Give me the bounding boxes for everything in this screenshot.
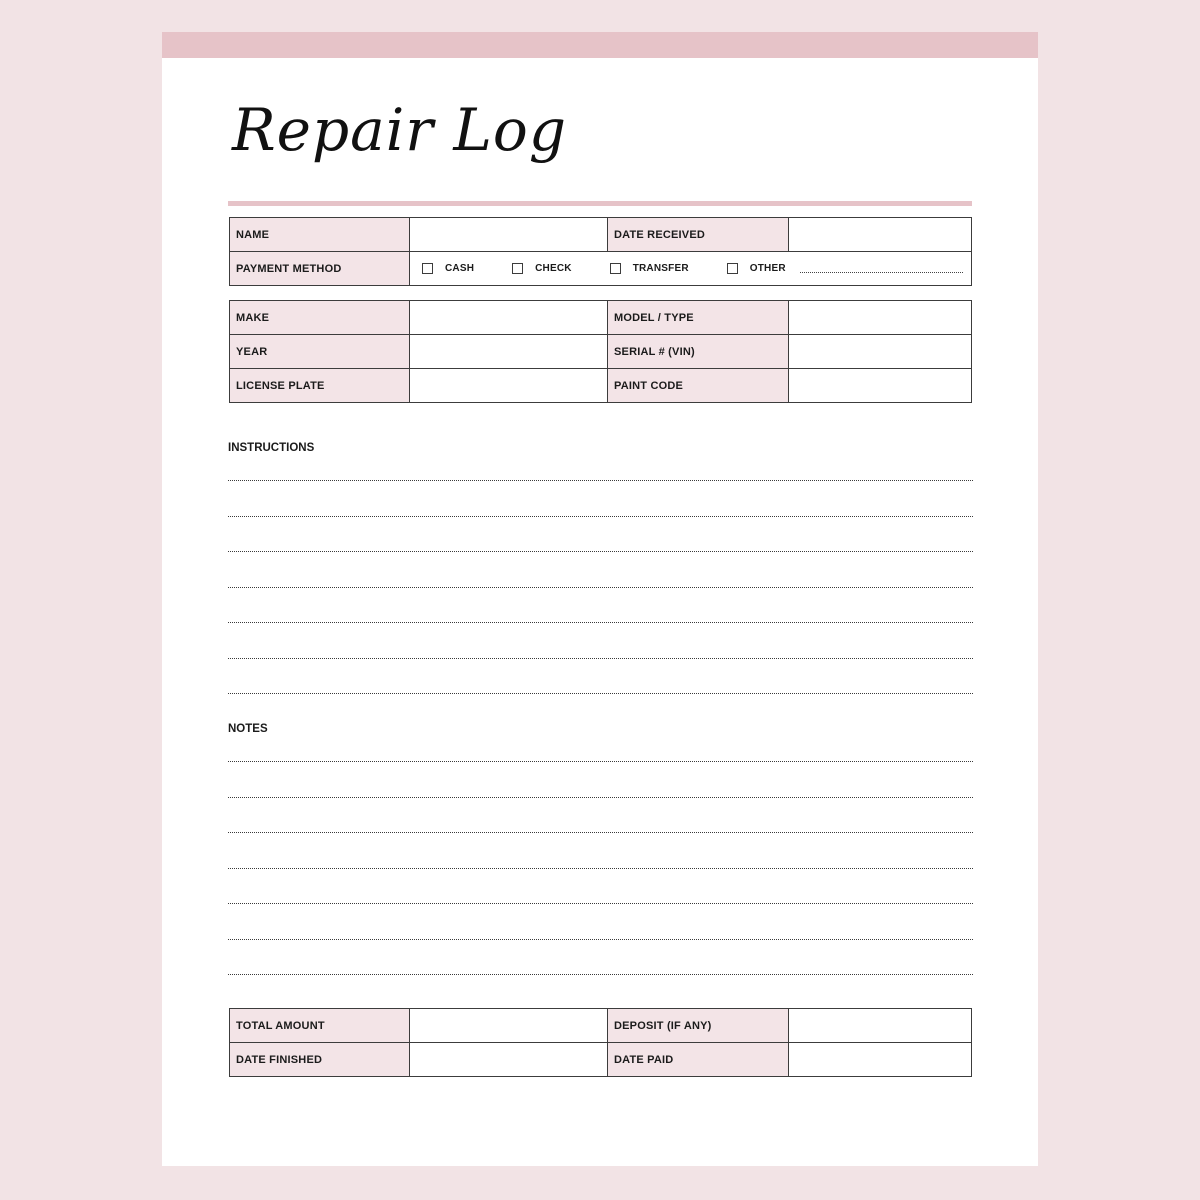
- paint-code-field[interactable]: [789, 369, 972, 403]
- deposit-label: DEPOSIT (IF ANY): [608, 1009, 789, 1043]
- option-label: CHECK: [535, 263, 572, 274]
- total-amount-field[interactable]: [410, 1009, 608, 1043]
- table-row: [230, 301, 972, 335]
- customer-table: [229, 217, 972, 286]
- date-finished-field[interactable]: [410, 1043, 608, 1077]
- payment-option-cash[interactable]: [422, 263, 474, 274]
- payment-method-options: [410, 252, 972, 286]
- instructions-line[interactable]: [228, 693, 973, 694]
- instructions-line[interactable]: [228, 551, 973, 552]
- instructions-line[interactable]: [228, 587, 973, 588]
- date-paid-field[interactable]: [789, 1043, 972, 1077]
- vehicle-table: [229, 300, 972, 403]
- instructions-heading: INSTRUCTIONS: [228, 442, 315, 454]
- checkbox-transfer[interactable]: [610, 263, 621, 274]
- date-received-label: DATE RECEIVED: [608, 218, 789, 252]
- payment-method-label: PAYMENT METHOD: [230, 252, 410, 286]
- notes-line[interactable]: [228, 974, 973, 975]
- payment-option-check[interactable]: [512, 263, 572, 274]
- notes-line[interactable]: [228, 903, 973, 904]
- notes-line[interactable]: [228, 939, 973, 940]
- date-received-field[interactable]: [789, 218, 972, 252]
- license-plate-label: LICENSE PLATE: [230, 369, 410, 403]
- date-finished-label: DATE FINISHED: [230, 1043, 410, 1077]
- serial-field[interactable]: [789, 335, 972, 369]
- instructions-line[interactable]: [228, 480, 973, 481]
- notes-line[interactable]: [228, 797, 973, 798]
- table-row: [230, 335, 972, 369]
- model-field[interactable]: [789, 301, 972, 335]
- option-label: TRANSFER: [632, 263, 689, 274]
- notes-line[interactable]: [228, 868, 973, 869]
- notes-line[interactable]: [228, 832, 973, 833]
- make-label: MAKE: [230, 301, 410, 335]
- serial-label: SERIAL # (VIN): [608, 335, 789, 369]
- payment-option-other[interactable]: [727, 263, 786, 274]
- checkbox-other[interactable]: [727, 263, 738, 274]
- checkbox-cash[interactable]: [422, 263, 433, 274]
- table-row: [230, 1043, 972, 1077]
- payment-option-transfer[interactable]: [610, 263, 689, 274]
- deposit-field[interactable]: [789, 1009, 972, 1043]
- year-label: YEAR: [230, 335, 410, 369]
- name-field[interactable]: [410, 218, 608, 252]
- checkbox-check[interactable]: [512, 263, 523, 274]
- header-band: [162, 32, 1038, 58]
- instructions-line[interactable]: [228, 658, 973, 659]
- option-label: OTHER: [749, 263, 786, 274]
- option-label: CASH: [445, 263, 475, 274]
- instructions-line[interactable]: [228, 516, 973, 517]
- instructions-line[interactable]: [228, 622, 973, 623]
- total-amount-label: TOTAL AMOUNT: [230, 1009, 410, 1043]
- make-field[interactable]: [410, 301, 608, 335]
- notes-line[interactable]: [228, 761, 973, 762]
- other-write-in-line[interactable]: [800, 271, 963, 273]
- totals-table: [229, 1008, 972, 1077]
- table-row: [230, 369, 972, 403]
- notes-heading: NOTES: [228, 723, 268, 735]
- table-row: [230, 1009, 972, 1043]
- date-paid-label: DATE PAID: [608, 1043, 789, 1077]
- license-plate-field[interactable]: [410, 369, 608, 403]
- repair-log-page: [162, 32, 1038, 1166]
- table-row: [230, 218, 972, 252]
- title-divider: [228, 201, 972, 206]
- table-row: [230, 252, 972, 286]
- model-label: MODEL / TYPE: [608, 301, 789, 335]
- paint-code-label: PAINT CODE: [608, 369, 789, 403]
- page-title: Repair Log: [232, 96, 567, 164]
- year-field[interactable]: [410, 335, 608, 369]
- name-label: NAME: [230, 218, 410, 252]
